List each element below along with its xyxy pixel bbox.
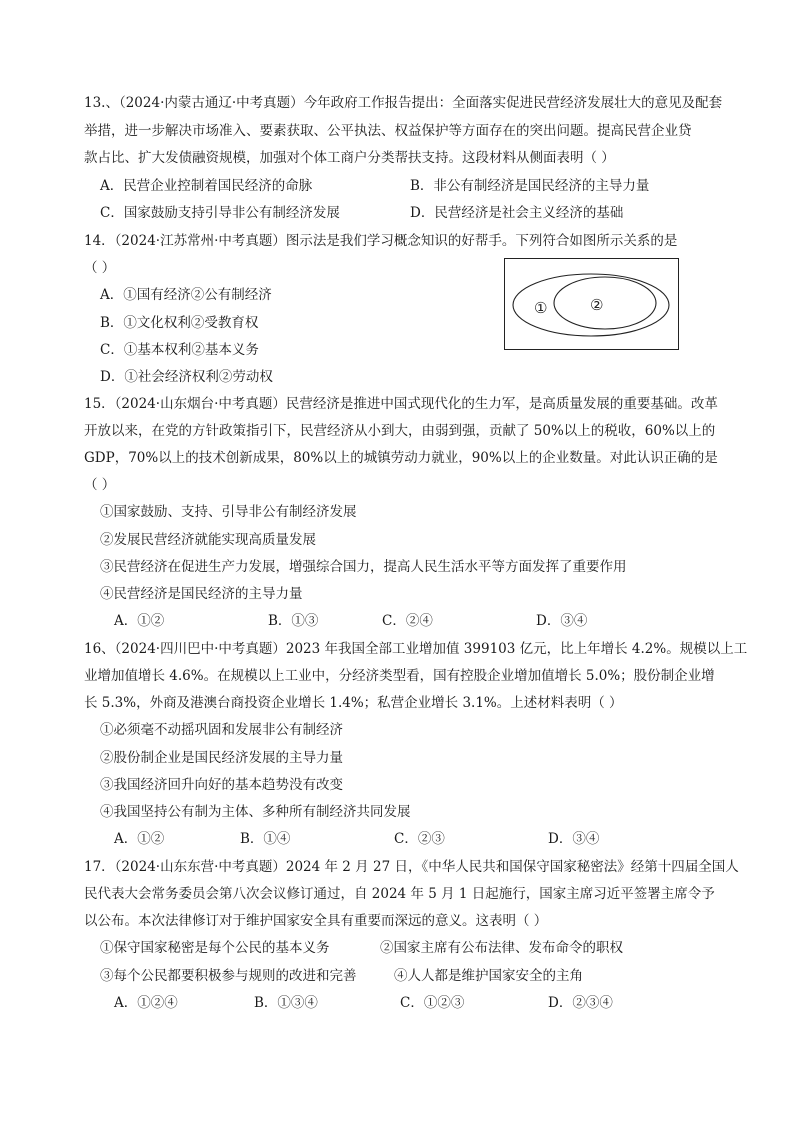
q15-line-3: GDP，70%以上的技术创新成果，80%以上的城镇劳动力就业，90%以上的企业数量。对此认识正确的是 xyxy=(84,450,718,466)
q17-line-1: 17．（2024·山东东营·中考真题）2024 年 2 月 27 日，《中华人民共和国保守国家秘密法》经第十四届全国人 xyxy=(84,859,739,875)
q15-option-d: D．③④ xyxy=(536,613,588,629)
q15-line-4: （ ） xyxy=(84,477,116,493)
q13-option-c: C．国家鼓励支持引导非公有制经济发展 xyxy=(100,205,340,221)
q16-statement-4: ④我国坚持公有制为主体、多种所有制经济共同发展 xyxy=(100,804,411,820)
inner-label: ② xyxy=(590,296,604,314)
q17-statement-2: ②国家主席有公布法律、发布命令的职权 xyxy=(380,940,623,956)
q17-line-3: 以公布。本次法律修订对于维护国家安全具有重要而深远的意义。这表明（ ） xyxy=(84,913,548,929)
q15-statement-1: ①国家鼓励、支持、引导非公有制经济发展 xyxy=(100,504,357,520)
q15-option-c: C．②④ xyxy=(382,613,433,629)
q13-line-1: 13.、（2024·内蒙古通辽·中考真题）今年政府工作报告提出：全面落实促进民营经济发展壮大的意见及配套 xyxy=(84,95,723,111)
q14-option-d: D．①社会经济权利②劳动权 xyxy=(100,369,273,385)
q17-option-a: A．①②④ xyxy=(114,995,178,1011)
inner-ellipse xyxy=(554,277,656,329)
q16-line-2: 业增加值增长 4.6%。在规模以上工业中，分经济类型看，国有控股企业增加值增长 5.0%；股份制企业增 xyxy=(84,668,715,684)
q17-line-2: 民代表大会常务委员会第八次会议修订通过，自 2024 年 5 月 1 日起施行，国家主席习近平签署主席令予 xyxy=(84,886,715,902)
q16-option-c: C．②③ xyxy=(394,831,445,847)
q14-line-1: 14．（2024·江苏常州·中考真题）图示法是我们学习概念知识的好帮手。下列符合如图所示关系的是 xyxy=(84,233,678,249)
q15-option-b: B．①③ xyxy=(268,613,319,629)
q14-option-a: A．①国有经济②公有制经济 xyxy=(100,287,272,303)
q15-statement-2: ②发展民营经济就能实现高质量发展 xyxy=(100,532,316,548)
venn-diagram xyxy=(504,258,679,350)
q17-statement-4: ④人人都是维护国家安全的主角 xyxy=(394,968,583,984)
q13-option-a: A．民营企业控制着国民经济的命脉 xyxy=(100,178,313,194)
q17-statement-3: ③每个公民都要积极参与规则的改进和完善 xyxy=(100,968,357,984)
q15-option-a: A．①② xyxy=(114,613,165,629)
q16-statement-2: ②股份制企业是国民经济发展的主导力量 xyxy=(100,750,343,766)
q16-statement-1: ①必须毫不动摇巩固和发展非公有制经济 xyxy=(100,722,343,738)
q13-option-d: D．民营经济是社会主义经济的基础 xyxy=(410,205,624,221)
q15-line-1: 15．（2024·山东烟台·中考真题）民营经济是推进中国式现代化的生力军，是高质量发展的重要基础。改革 xyxy=(84,396,718,412)
q13-line-3: 款占比、扩大发债融资规模，加强对个体工商户分类帮扶支持。这段材料从侧面表明（ ） xyxy=(84,150,615,166)
q16-option-a: A．①② xyxy=(114,831,165,847)
q14-option-b: B．①文化权利②受教育权 xyxy=(100,315,259,331)
q17-option-c: C．①②③ xyxy=(400,995,465,1011)
outer-label: ① xyxy=(534,299,548,317)
q17-option-b: B．①③④ xyxy=(254,995,318,1011)
q13-line-2: 举措，进一步解决市场准入、要素获取、公平执法、权益保护等方面存在的突出问题。提高民营企业贷 xyxy=(84,123,692,139)
q14-line-2: （ ） xyxy=(84,260,116,276)
q16-option-d: D．③④ xyxy=(548,831,600,847)
q16-line-3: 长 5.3%，外商及港澳台商投资企业增长 1.4%；私营企业增长 3.1%。上述材料表明（ ） xyxy=(84,695,623,711)
q15-statement-4: ④民营经济是国民经济的主导力量 xyxy=(100,586,303,602)
q14-option-c: C．①基本权利②基本义务 xyxy=(100,342,259,358)
q15-line-2: 开放以来，在党的方针政策指引下，民营经济从小到大，由弱到强，贡献了 50%以上的税收，60%以上的 xyxy=(84,423,716,439)
q16-option-b: B．①④ xyxy=(240,831,291,847)
q13-option-b: B．非公有制经济是国民经济的主导力量 xyxy=(410,178,650,194)
q17-statement-1: ①保守国家秘密是每个公民的基本义务 xyxy=(100,940,330,956)
venn-diagram-svg xyxy=(504,258,679,350)
q17-option-d: D．②③④ xyxy=(548,995,613,1011)
q16-line-1: 16、（2024·四川巴中·中考真题）2023 年我国全部工业增加值 399103 亿元，比上年增长 4.2%。规模以上工 xyxy=(84,641,748,657)
q15-statement-3: ③民营经济在促进生产力发展，增强综合国力，提高人民生活水平等方面发挥了重要作用 xyxy=(100,559,627,575)
q16-statement-3: ③我国经济回升向好的基本趋势没有改变 xyxy=(100,777,343,793)
